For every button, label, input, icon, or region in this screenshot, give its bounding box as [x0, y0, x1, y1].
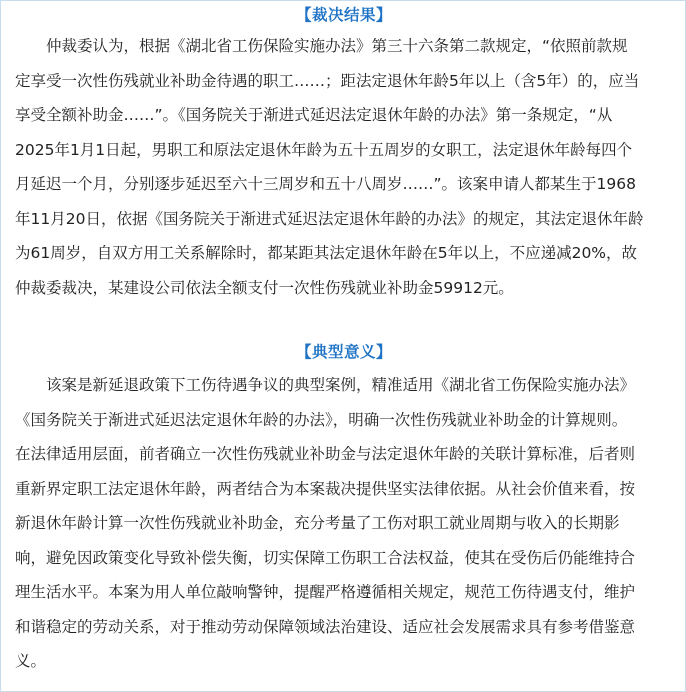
- paragraph-line: 在法律适用层面，前者确立一次性伤残就业补助金与法定退休年龄的关联计算标准，后者则: [15, 445, 636, 463]
- significance-section-title: 【典型意义】: [295, 343, 392, 361]
- paragraph-line: 年11月20日，依据《国务院关于渐进式延迟法定退休年龄的办法》的规定，其法定退休年龄: [15, 209, 644, 228]
- paragraph-line: 义。: [15, 652, 47, 670]
- paragraph-line: 响，避免因政策变化导致补偿失衡，切实保障工伤职工合法权益，使其在受伤后仍能维持合: [15, 548, 636, 567]
- paragraph-line: 为61周岁，自双方用工关系解除时，都某距其法定退休年龄在5年以上，不应递减20%，故: [15, 244, 638, 262]
- ruling-paragraph: [15, 29, 675, 305]
- paragraph-line: 该案是新延退政策下工伤待遇争议的典型案例，精准适用《湖北省工伤保险实施办法》: [15, 376, 636, 394]
- paragraph-line: 享受全额补助金……”。《国务院关于渐进式延迟法定退休年龄的办法》第一条规定，“从: [15, 106, 613, 124]
- paragraph-line: 新退休年龄计算一次性伤残就业补助金，充分考量了工伤对职工就业周期与收入的长期影: [15, 514, 620, 532]
- paragraph-line: 仲裁委认为，根据《湖北省工伤保险实施办法》第三十六条第二款规定，“依照前款规: [15, 37, 628, 55]
- paragraph-line: 《国务院关于渐进式延迟法定退休年龄的办法》，明确一次性伤残就业补助金的计算规则。: [15, 410, 628, 429]
- paragraph-line: 2025年1月1日起，男职工和原法定退休年龄为五十五周岁的女职工，法定退休年龄每四个: [15, 140, 633, 159]
- significance-paragraph: [15, 368, 675, 679]
- paragraph-line: 和谐稳定的劳动关系，对于推动劳动保障领域法治建设、适应社会发展需求具有参考借鉴意: [15, 617, 636, 636]
- paragraph-line: 理生活水平。本案为用人单位敲响警钟，提醒严格遵循相关规定，规范工伤待遇支付，维护: [15, 583, 636, 601]
- ruling-section-title: 【裁决结果】: [295, 6, 392, 24]
- paragraph-line: 月延迟一个月，分别逐步延迟至六十三周岁和五十八周岁……”。该案申请人都某生于1968: [15, 175, 636, 193]
- paragraph-line: 重新界定职工法定退休年龄，两者结合为本案裁决提供坚实法律依据。从社会价值来看，按: [15, 479, 636, 498]
- paragraph-line: 定享受一次性伤残就业补助金待遇的职工……；距法定退休年龄5年以上（含5年）的，应当: [15, 71, 640, 90]
- paragraph-line: 仲裁委裁决，某建设公司依法全额支付一次性伤残就业补助金59912元。: [15, 278, 514, 297]
